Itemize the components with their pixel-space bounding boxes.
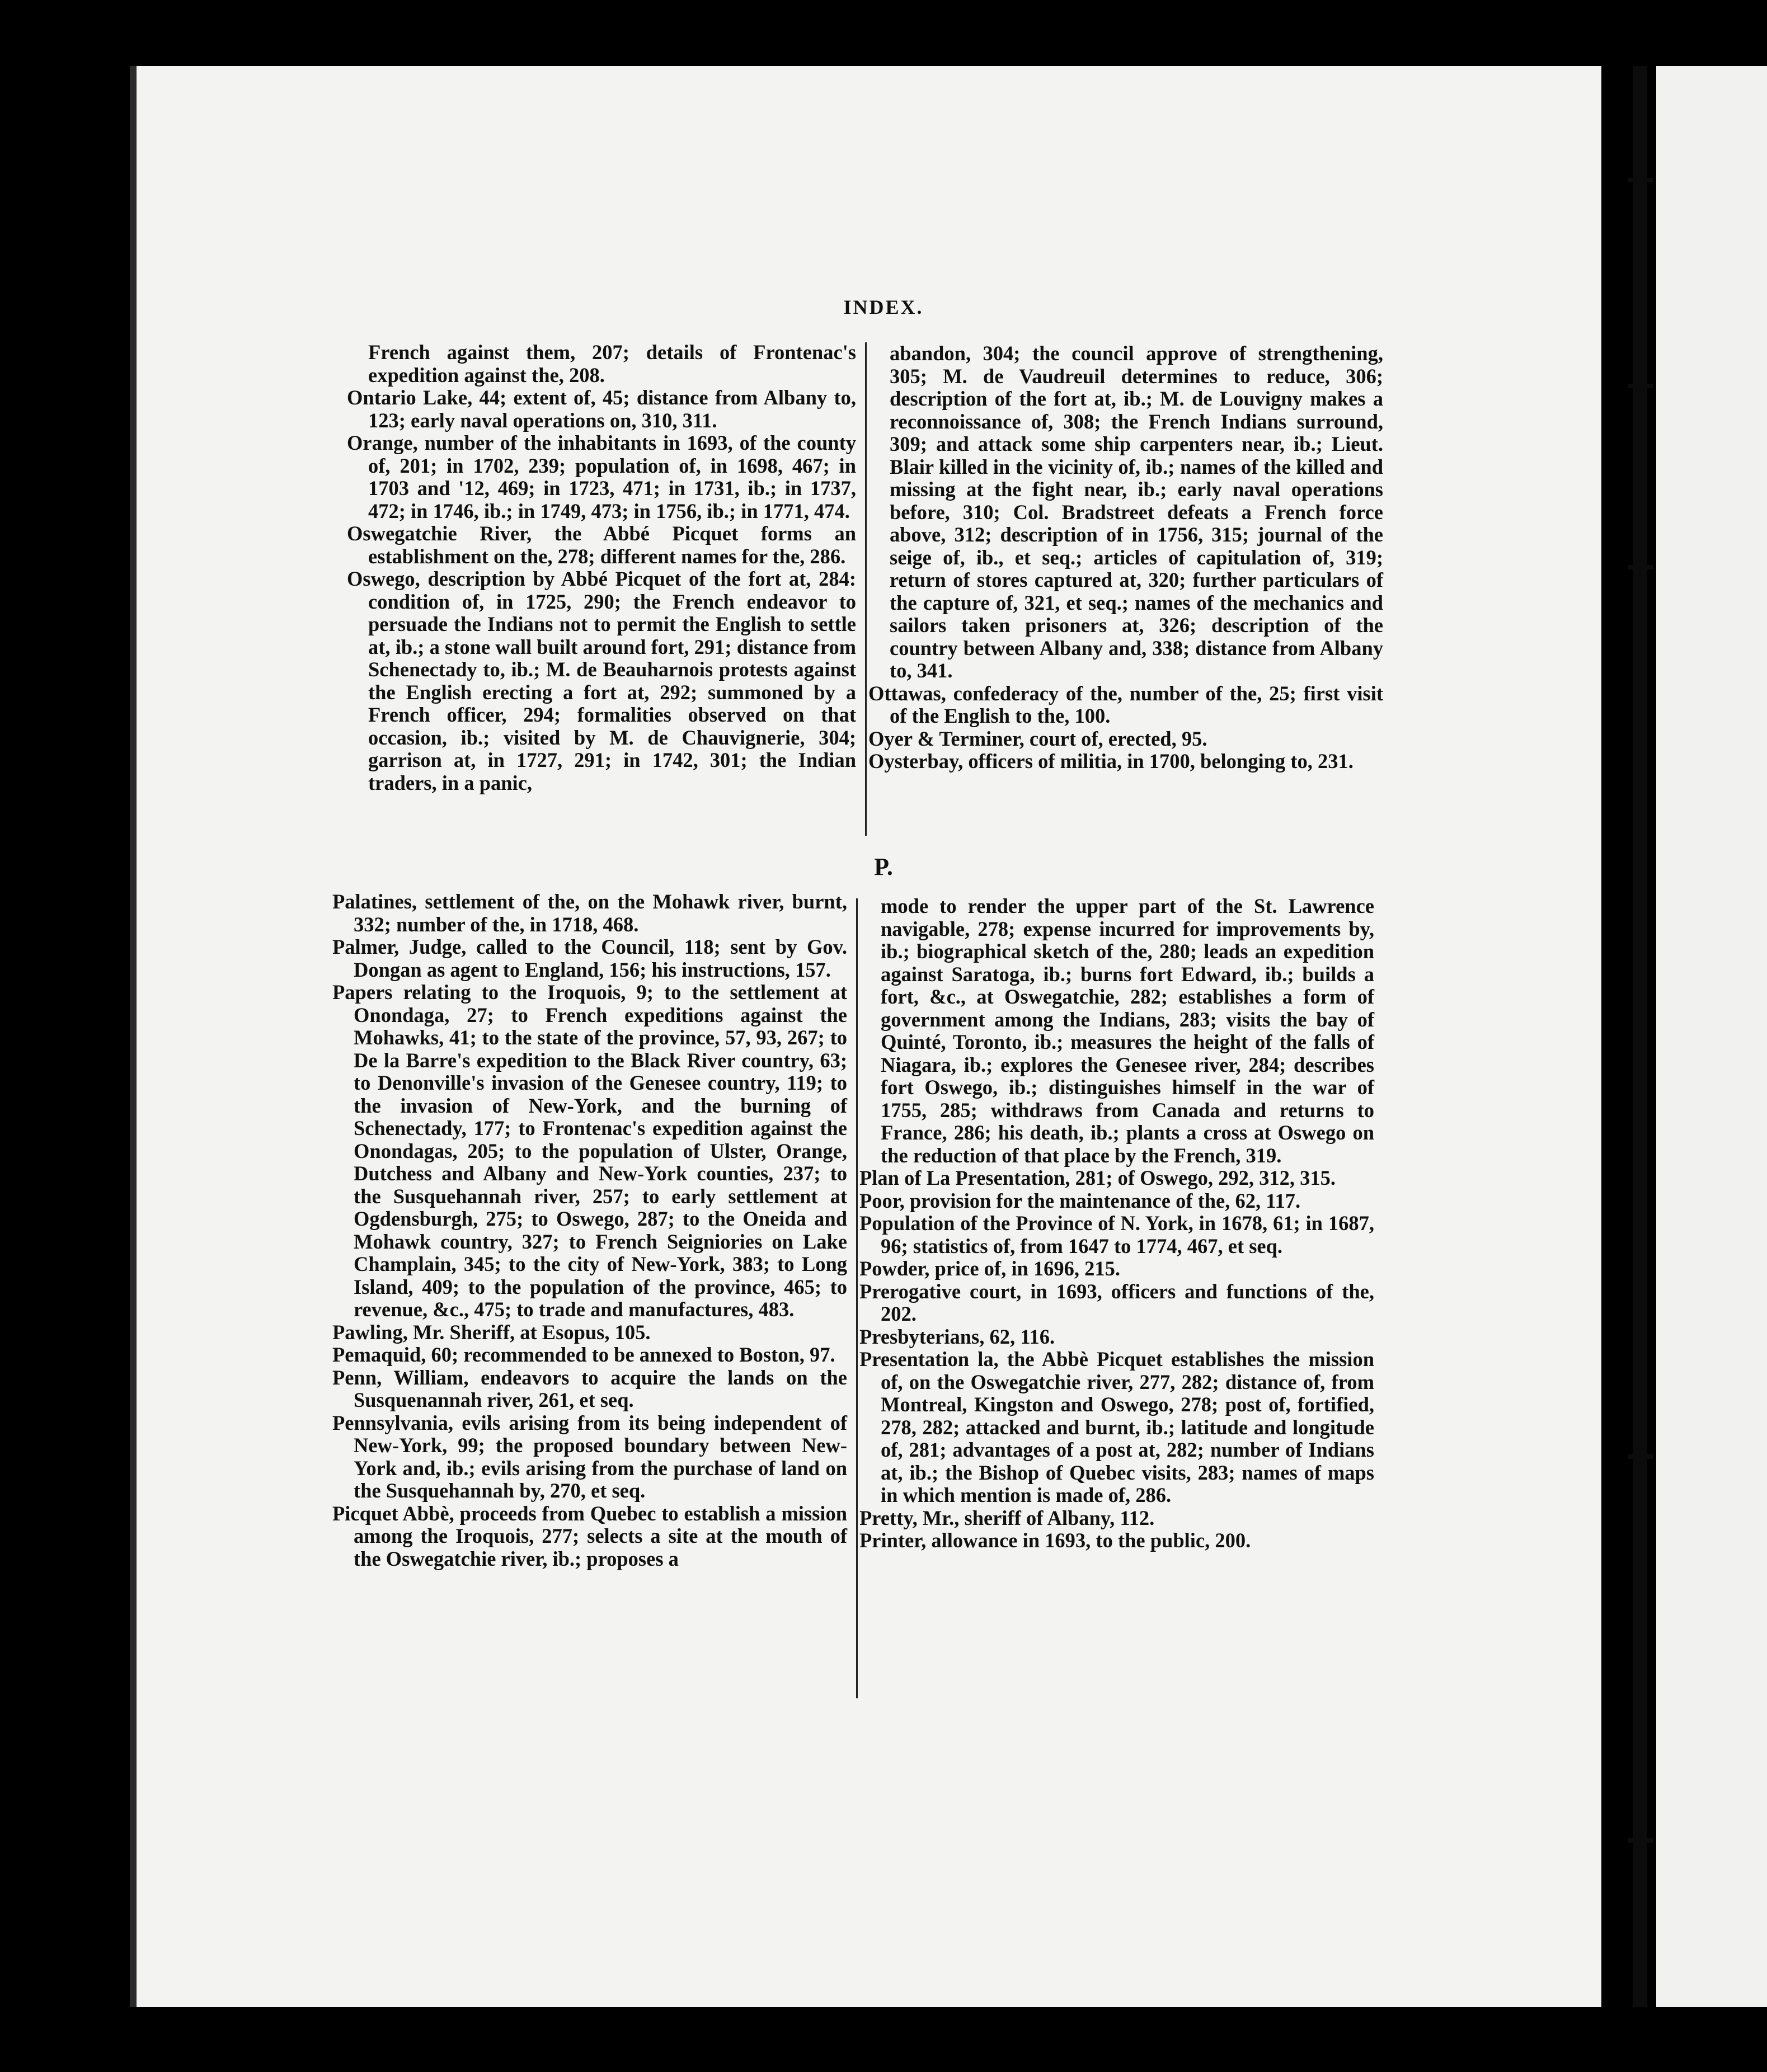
- index-entry: Orange, number of the inhabitants in 1693, of the county of, 201; in 1702, 239; population of, in 1698, 467; in 1703 and '12, 469; in 1723, 471; in 1731, ib.; in 1737, 472; in 1746, ib.; in 1749, 473; in 1756, ib.; in 1771, 474.: [347, 431, 856, 522]
- binding-tick: [1628, 1454, 1653, 1459]
- index-entry: Pennsylvania, evils arising from its being independent of New-York, 99; the proposed boundary between New-York and, ib.; evils arising from the purchase of land on the Susquehannah by, 270, et seq.: [332, 1411, 847, 1502]
- index-entry: Penn, William, endeavors to acquire the lands on the Susquenannah river, 261, et seq.: [332, 1365, 847, 1411]
- column-rule: [865, 342, 867, 836]
- index-entry: abandon, 304; the council approve of strengthening, 305; M. de Vaudreuil determines to reduce, 306; description of the fort at, ib.; M. de Louvigny makes a reconnoissance of, 308; the French Indians surround, 309; and attack some ship carpenters near, ib.; Lieut. Blair killed in the vicinity of, ib.; names of the killed and missing at the fight near, ib.; early naval operations before, 310; Col. Bradstreet defeats a French force above, 312; description of in 1756, 315; journal of the seige of, ib., et seq.; articles of capitulation of, 319; return of stores captured at, 320; further particulars of the capture of, 321, et seq.; names of the mechanics and sailors taken prisoners at, 326; description of the country between Albany and, 338; distance from Albany to, 341.: [890, 342, 1383, 682]
- index-entry: Papers relating to the Iroquois, 9; to the settlement at Onondaga, 27; to French expeditions against the Mohawks, 41; to the state of the province, 57, 93, 267; to De la Barre's expedition to the Black River country, 63; to Denonville's invasion of the Genesee country, 119; to the invasion of New-York, and the burning of Schenectady, 177; to Frontenac's expedition against the Onondagas, 205; to the population of Ulster, Orange, Dutchess and Albany and New-York counties, 237; to the Susquehannah river, 257; to early settlement at Ogdensburgh, 275; to Oswego, 287; to the Oneida and Mohawk country, 327; to French Seigniories on Lake Champlain, 345; to the city of New-York, 383; to Long Island, 409; to the population of the province, 465; to revenue, &c., 475; to trade and manufactures, 483.: [332, 981, 847, 1321]
- index-column-o-left: [347, 341, 856, 794]
- running-head: INDEX.: [843, 296, 924, 318]
- index-entry: Poor, provision for the maintenance of the, 62, 117.: [859, 1189, 1301, 1212]
- index-column-o-right: [868, 342, 1383, 773]
- index-entry: Presentation la, the Abbè Picquet establishes the mission of, on the Oswegatchie river, 277, 282; distance of, from Montreal, Kingston and Oswego, 278; post of, fortified, 278, 282; attacked and burnt, ib.; latitude and longitude of, 281; advantages of a post at, 282; number of Indians at, ib.; the Bishop of Quebec visits, 283; names of maps in which mention is made of, 286.: [859, 1348, 1374, 1506]
- index-entry: Pemaquid, 60; recommended to be annexed to Boston, 97.: [332, 1343, 835, 1366]
- index-entry: Palatines, settlement of the, on the Mohawk river, burnt, 332; number of the, in 1718, 468.: [332, 890, 847, 936]
- index-column-p-right: [859, 895, 1374, 1552]
- index-entry: Oysterbay, officers of militia, in 1700, belonging to, 231.: [868, 750, 1354, 773]
- column-rule: [856, 898, 858, 1698]
- index-entry: mode to render the upper part of the St. Lawrence navigable, 278; expense incurred for improvements by, ib.; biographical sketch of the, 280; leads an expedition against Saratoga, ib.; burns fort Edward, ib.; builds a fort, &c., at Oswegatchie, 282; establishes a form of government among the Indians, 283; visits the bay of Quinté, Toronto, ib.; measures the height of the falls of Niagara, ib.; explores the Genesee river, 284; describes fort Oswego, ib.; distinguishes himself in the war of 1755, 285; withdraws from Canada and returns to France, 286; his death, ib.; plants a cross at Oswego on the reduction of that place by the French, 319.: [881, 894, 1374, 1167]
- index-entry: Prerogative court, in 1693, officers and functions of the, 202.: [859, 1279, 1374, 1325]
- index-entry: Oyer & Terminer, court of, erected, 95.: [868, 727, 1207, 750]
- index-entry: French against them, 207; details of Frontenac's expedition against the, 208.: [368, 341, 856, 387]
- facing-page-edge: [1656, 66, 1767, 2007]
- binding-tick: [1628, 1838, 1653, 1843]
- binding-tick: [1628, 178, 1653, 182]
- index-entry: Palmer, Judge, called to the Council, 118; sent by Gov. Dongan as agent to England, 156; his instructions, 157.: [332, 935, 847, 981]
- index-entry: Ottawas, confederacy of the, number of the, 25; first visit of the English to the, 100.: [868, 681, 1383, 727]
- index-entry: Printer, allowance in 1693, to the public, 200.: [859, 1529, 1251, 1552]
- index-entry: Ontario Lake, 44; extent of, 45; distance from Albany to, 123; early naval operations on, 310, 311.: [347, 386, 856, 432]
- binding-tick: [1628, 384, 1653, 388]
- index-entry: Picquet Abbè, proceeds from Quebec to establish a mission among the Iroquois, 277; selects a site at the mouth of the Oswegatchie river, ib.; proposes a: [332, 1501, 847, 1570]
- index-entry: Population of the Province of N. York, in 1678, 61; in 1687, 96; statistics of, from 1647 to 1774, 467, et seq.: [859, 1212, 1374, 1258]
- index-entry: Presbyterians, 62, 116.: [859, 1325, 1055, 1348]
- index-entry: Oswego, description by Abbé Picquet of the fort at, 284: condition of, in 1725, 290; the French endeavor to persuade the Indians not to permit the English to settle at, ib.; a stone wall built around fort, 291; distance from Schenectady to, ib.; M. de Beauharnois protests against the English erecting a fort at, 292; summoned by a French officer, 294; formalities observed on that occasion, ib.; visited by M. de Chauvignerie, 304; garrison at, in 1727, 291; in 1742, 301; the Indian traders, in a panic,: [347, 567, 856, 794]
- section-letter: P.: [874, 853, 893, 880]
- index-entry: Pawling, Mr. Sheriff, at Esopus, 105.: [332, 1320, 651, 1344]
- binding-tick: [1628, 565, 1653, 569]
- index-entry: Oswegatchie River, the Abbé Picquet forms an establishment on the, 278; different names for the, 286.: [347, 522, 856, 568]
- index-entry: Plan of La Presentation, 281; of Oswego, 292, 312, 315.: [859, 1166, 1336, 1189]
- index-entry: Pretty, Mr., sheriff of Albany, 112.: [859, 1506, 1155, 1529]
- binding-edge: [1633, 66, 1647, 2007]
- index-column-p-left: [332, 891, 847, 1570]
- index-entry: Powder, price of, in 1696, 215.: [859, 1257, 1121, 1280]
